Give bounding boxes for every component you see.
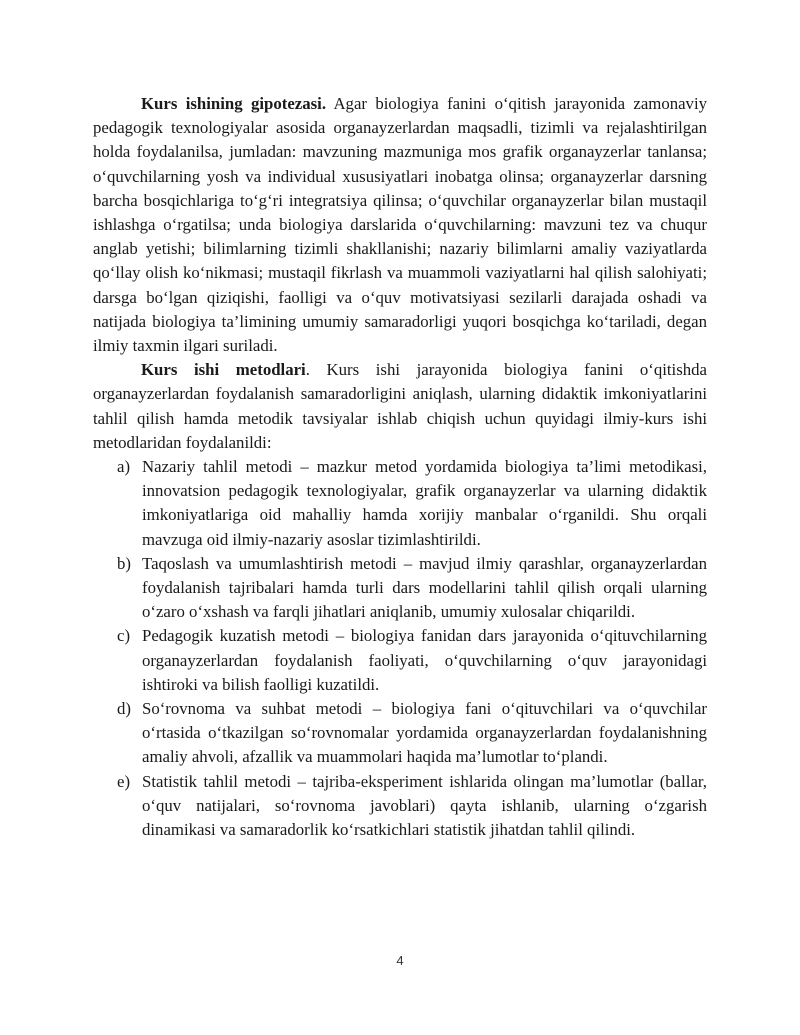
list-item-text: Statistik tahlil metodi – tajriba-eksperiment ishlarida olingan ma’lumotlar (ballar, o‘quv natijalari, so‘rovnoma javoblari) qayta ishlanib, ularning o‘zgarish dinamikasi va samaradorlik ko‘rsatkichlari statistik jihatdan tahlil qilindi. [142, 771, 707, 840]
list-item-text: Taqoslash va umumlashtirish metodi – mavjud ilmiy qarashlar, organayzerlardan foydalanish tajribalari hamda turli dars modellarini tahlil qilish orqali ularning o‘zaro o‘xshash va farqli jihatlari aniqlanib, umumiy xulosalar chiqarildi. [142, 553, 707, 622]
page-number: 4 [396, 953, 404, 968]
methods-heading: Kurs ishi metodlari [141, 360, 306, 380]
list-marker: d) [117, 699, 131, 719]
hypothesis-heading: Kurs ishining gipotezasi. [141, 94, 327, 113]
list-item [93, 624, 707, 697]
list-marker: b) [117, 553, 131, 573]
hypothesis-paragraph [93, 92, 707, 358]
list-item [93, 770, 707, 843]
methods-paragraph [93, 358, 707, 455]
methods-intro-text: . Kurs ishi jarayonida biologiya fanini o‘qitishda organayzerlardan foydalanish samaradorligini aniqlash, ularning didaktik imkoniyatlarini tahlil qilish hamda metodik tavsiyalar ishlab chiqish uchun quyidagi ilmiy-kurs ishi metodlaridan foydalanildi: [93, 360, 707, 452]
list-marker: e) [117, 771, 131, 791]
methods-list [93, 455, 707, 842]
list-item [93, 455, 707, 552]
document-page [93, 92, 707, 842]
list-item-text: Pedagogik kuzatish metodi – biologiya fanidan dars jarayonida o‘qituvchilarning organayzerlardan foydalanish faoliyati, o‘quvchilarning o‘quv jarayonidagi ishtiroki va bilish faolligi kuzatildi. [142, 626, 707, 694]
hypothesis-text: Agar biologiya fanini o‘qitish jarayonida zamonaviy pedagogik texnologiyalar asosida organayzerlardan maqsadli, tizimli va rejalashtirilgan holda foydalanilsa, jumladan: mavzuning mazmuniga mos grafik organayzerlar tanlansa; o‘quvchilarning yosh va individual xususiyatlari inobatga olinsa; organayzerlar darsning barcha bosqichlariga to‘g‘ri integratsiya qilinsa; o‘quvchilar organayzerlar bilan mustaqil ishlashga o‘rgatilsa; unda biologiya darslarida o‘quvchilarning: mavzuni tez va chuqur anglab yetishi; bilimlarning tizimli shakllanishi; nazariy bilimlarni amaliy vaziyatlarda qo‘llay olish ko‘nikmasi; mustaqil fikrlash va muammoli vaziyatlarni hal qilish salohiyati; darsga bo‘lgan qiziqishi, faolligi va o‘quv motivatsiyasi sezilarli darajada oshadi va natijada biologiya ta’limining umumiy samaradorligi yuqori bosqichga ko‘tariladi, degan ilmiy taxmin ilgari suriladi. [93, 94, 707, 356]
list-item-text: Nazariy tahlil metodi – mazkur metod yordamida biologiya ta’limi metodikasi, innovatsion pedagogik texnologiyalar, grafik organayzerlar va ularning didaktik imkoniyatlariga oid mahalliy hamda xorijiy manbalar o‘rganildi. Shu orqali mavzuga oid ilmiy-nazariy asoslar tizimlashtirildi. [142, 457, 707, 549]
list-marker: c) [117, 626, 131, 646]
list-item-text: So‘rovnoma va suhbat metodi – biologiya fani o‘qituvchilari va o‘quvchilar o‘rtasida o‘tkazilgan so‘rovnomalar yordamida organayzerlardan foydalanishning amaliy ahvoli, afzallik va muammolari haqida ma’lumotlar to‘plandi. [142, 699, 707, 767]
list-marker: a) [117, 457, 131, 477]
list-item [93, 552, 707, 625]
list-item [93, 697, 707, 770]
